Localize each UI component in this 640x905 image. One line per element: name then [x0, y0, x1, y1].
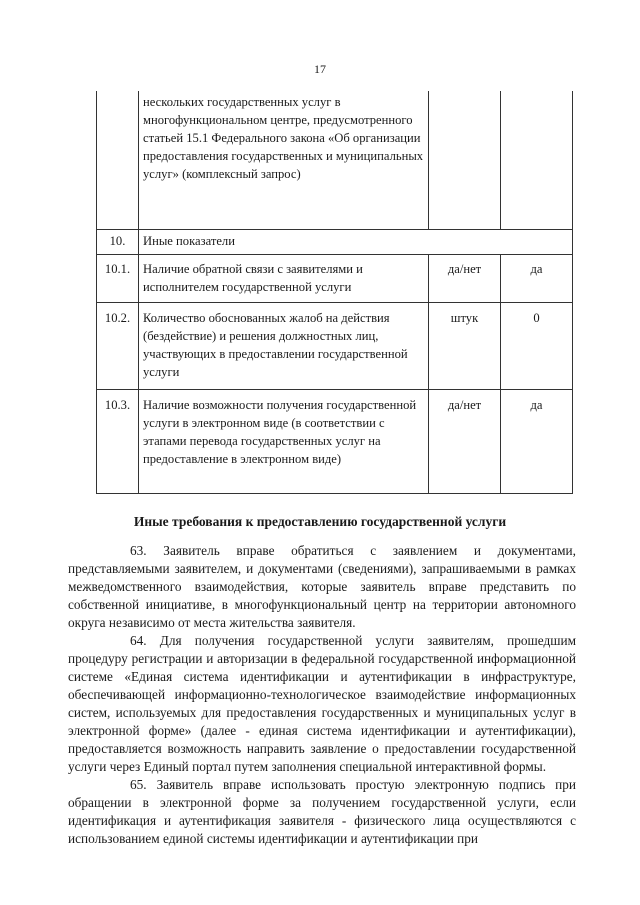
row-number: 10.2.: [97, 303, 139, 390]
table-cell-empty: [429, 91, 501, 230]
row-value: да: [501, 390, 573, 494]
table-row: [97, 255, 573, 303]
paragraph-63: 63. Заявитель вправе обратиться с заявлением и документами, представляемыми заявителем, и документами (сведениями), запрашиваемыми в рамках межведомственного взаимодействия, которые заявитель вправе представить по собственной инициативе, в многофункциональный центр на территории автономного округа независимо от места жительства заявителя.: [68, 543, 576, 630]
row-value: да: [501, 255, 573, 303]
table-row: [97, 390, 573, 494]
section-name: Иные показатели: [139, 230, 573, 255]
row-unit: да/нет: [429, 255, 501, 303]
section-heading: Иные требования к предоставлению государственной услуги: [133, 514, 507, 529]
paragraph-64: 64. Для получения государственной услуги заявителям, прошедшим процедуру регистрации и авторизации в федеральной государственной информационной системе «Единая система идентификации и аутентификации в инфраструктуре, обеспечивающей информационно-технологическое взаимодействие информационных систем, используемых для предоставления государственных и муниципальных услуг в электронной форме» (далее - единая система идентификации и аутентификации), предоставляется возможность направить заявление о предоставлении государственной услуги через Единый портал путем заполнения специальной интерактивной формы.: [68, 633, 576, 774]
table-cell-empty: [97, 91, 139, 230]
row-name: Наличие обратной связи с заявителями и исполнителем государственной услуги: [139, 255, 429, 303]
row-number: 10.1.: [97, 255, 139, 303]
body-text: [68, 542, 576, 848]
page-number: 17: [314, 62, 326, 76]
row-name: Наличие возможности получения государственной услуги в электронном виде (в соответствии с этапами перевода государственных услуг на предоставление в электронном виде): [139, 390, 429, 494]
table-row-section: [97, 230, 573, 255]
section-number: 10.: [97, 230, 139, 255]
row-unit: да/нет: [429, 390, 501, 494]
row-value: 0: [501, 303, 573, 390]
table-row-continuation: [97, 91, 573, 230]
table-cell-empty: [501, 91, 573, 230]
row-name: Количество обоснованных жалоб на действия (бездействие) и решения должностных лиц, участвующих в предоставлении государственной услуги: [139, 303, 429, 390]
row-number: 10.3.: [97, 390, 139, 494]
row-unit: штук: [429, 303, 501, 390]
indicators-table: [96, 91, 573, 494]
table-row: [97, 303, 573, 390]
continuation-text: нескольких государственных услуг в многофункциональном центре, предусмотренного статьей 15.1 Федерального закона «Об организации предоставления государственных и муниципальных услуг» (комплексный запрос): [139, 91, 429, 230]
paragraph-65: 65. Заявитель вправе использовать простую электронную подпись при обращении в электронной форме за получением государственной услуги, если идентификация и аутентификация заявителя - физического лица осуществляются с использованием единой системы идентификации и аутентификации при: [68, 777, 576, 846]
